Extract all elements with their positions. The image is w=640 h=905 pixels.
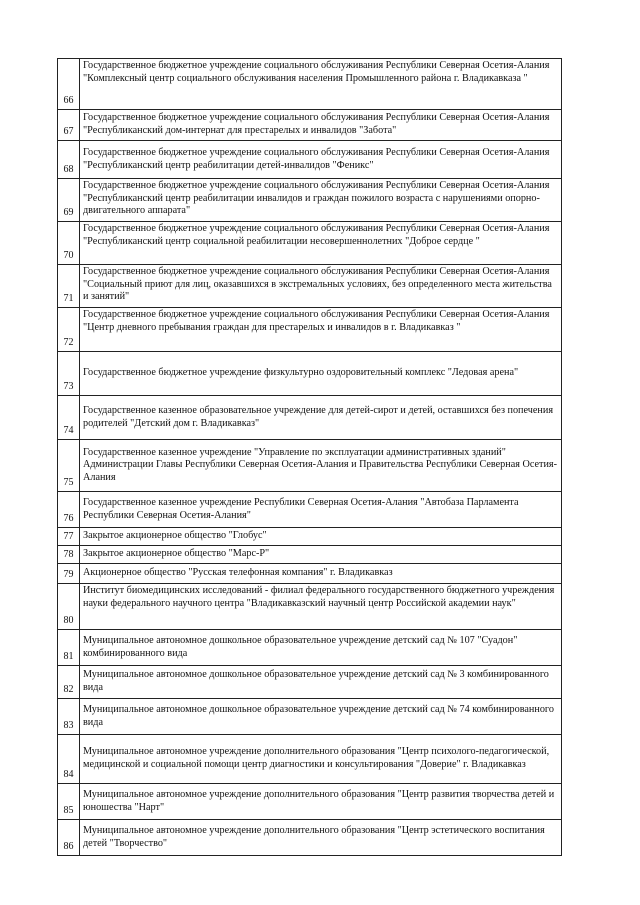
organization-name: Институт биомедицинских исследований - филиал федерального государственного бюджетного учреждения науки федерального научного центра "Владикавказский научный центр Российской академии наук" bbox=[80, 584, 562, 630]
organization-name: Акционерное общество "Русская телефонная компания" г. Владикавказ bbox=[80, 564, 562, 584]
table-row bbox=[58, 492, 562, 528]
row-number: 82 bbox=[58, 666, 80, 699]
organizations-table bbox=[57, 58, 562, 856]
row-number: 83 bbox=[58, 699, 80, 735]
organization-name: Государственное бюджетное учреждение социального обслуживания Республики Северная Осетия-Алания "Республиканский центр реабилитации детей-инвалидов "Феникс" bbox=[80, 141, 562, 179]
table-row bbox=[58, 735, 562, 784]
row-number: 70 bbox=[58, 222, 80, 265]
table-row bbox=[58, 110, 562, 141]
row-number: 68 bbox=[58, 141, 80, 179]
table-row bbox=[58, 528, 562, 546]
organization-name: Государственное казенное образовательное учреждение для детей-сирот и детей, оставшихся без попечения родителей "Детский дом г. Владикавказ" bbox=[80, 396, 562, 440]
organization-name: Государственное бюджетное учреждение социального обслуживания Республики Северная Осетия-Алания "Комплексный центр социального обслуживания населения Промышленного района г. Владикавказа " bbox=[80, 59, 562, 110]
row-number: 78 bbox=[58, 546, 80, 564]
organization-name: Муниципальное автономное учреждение дополнительного образования "Центр развития творчества детей и юношества "Нарт" bbox=[80, 784, 562, 820]
organization-name: Государственное бюджетное учреждение социального обслуживания Республики Северная Осетия-Алания "Республиканский центр реабилитации инвалидов и граждан пожилого возраста с нарушениями опорно-двигательного аппарата" bbox=[80, 179, 562, 222]
organization-name: Государственное бюджетное учреждение физкультурно оздоровительный комплекс "Ледовая арена" bbox=[80, 352, 562, 396]
organization-name: Государственное бюджетное учреждение социального обслуживания Республики Северная Осетия-Алания "Центр дневного пребывания граждан для престарелых и инвалидов в г. Владикавказ " bbox=[80, 308, 562, 352]
table-row bbox=[58, 666, 562, 699]
row-number: 84 bbox=[58, 735, 80, 784]
table-row bbox=[58, 564, 562, 584]
organization-name: Государственное бюджетное учреждение социального обслуживания Республики Северная Осетия-Алания "Социальный приют для лиц, оказавшихся в экстремальных условиях, без определенного места жительства и занятий" bbox=[80, 265, 562, 308]
row-number: 73 bbox=[58, 352, 80, 396]
organization-name: Муниципальное автономное дошкольное образовательное учреждение детский сад № 3 комбинированного вида bbox=[80, 666, 562, 699]
organization-name: Закрытое акционерное общество "Глобус" bbox=[80, 528, 562, 546]
row-number: 69 bbox=[58, 179, 80, 222]
row-number: 75 bbox=[58, 440, 80, 492]
row-number: 85 bbox=[58, 784, 80, 820]
table-row bbox=[58, 179, 562, 222]
row-number: 72 bbox=[58, 308, 80, 352]
row-number: 71 bbox=[58, 265, 80, 308]
organization-name: Государственное бюджетное учреждение социального обслуживания Республики Северная Осетия-Алания "Республиканский дом-интернат для престарелых и инвалидов "Забота" bbox=[80, 110, 562, 141]
document-page bbox=[57, 58, 561, 856]
table-row bbox=[58, 222, 562, 265]
table-row bbox=[58, 584, 562, 630]
row-number: 67 bbox=[58, 110, 80, 141]
row-number: 66 bbox=[58, 59, 80, 110]
organization-name: Государственное казенное учреждение "Управление по эксплуатации административных зданий" Администрации Главы Республики Северная Осетия-Алания и Правительства Республики Северная Осетия-Алания bbox=[80, 440, 562, 492]
table-row bbox=[58, 699, 562, 735]
table-row bbox=[58, 141, 562, 179]
row-number: 80 bbox=[58, 584, 80, 630]
organization-name: Муниципальное автономное учреждение дополнительного образования "Центр эстетического воспитания детей "Творчество" bbox=[80, 820, 562, 856]
table-row bbox=[58, 440, 562, 492]
table-row bbox=[58, 820, 562, 856]
organization-name: Муниципальное автономное дошкольное образовательное учреждение детский сад № 107 "Суадон" комбинированного вида bbox=[80, 630, 562, 666]
table-row bbox=[58, 59, 562, 110]
organization-name: Муниципальное автономное дошкольное образовательное учреждение детский сад № 74 комбинированного вида bbox=[80, 699, 562, 735]
row-number: 81 bbox=[58, 630, 80, 666]
row-number: 77 bbox=[58, 528, 80, 546]
table-row bbox=[58, 630, 562, 666]
table-row bbox=[58, 396, 562, 440]
organization-name: Закрытое акционерное общество "Марс-Р" bbox=[80, 546, 562, 564]
table-row bbox=[58, 546, 562, 564]
row-number: 76 bbox=[58, 492, 80, 528]
row-number: 74 bbox=[58, 396, 80, 440]
organization-name: Муниципальное автономное учреждение дополнительного образования "Центр психолого-педагогической, медицинской и социальной помощи центр диагностики и консультирования "Доверие" г. Владикавказ bbox=[80, 735, 562, 784]
table-row bbox=[58, 784, 562, 820]
organization-name: Государственное казенное учреждение Республики Северная Осетия-Алания "Автобаза Парламента Республики Северная Осетия-Алания" bbox=[80, 492, 562, 528]
row-number: 79 bbox=[58, 564, 80, 584]
table-row bbox=[58, 352, 562, 396]
organization-name: Государственное бюджетное учреждение социального обслуживания Республики Северная Осетия-Алания "Республиканский центр социальной реабилитации несовершеннолетних "Доброе сердце " bbox=[80, 222, 562, 265]
row-number: 86 bbox=[58, 820, 80, 856]
table-row bbox=[58, 265, 562, 308]
table-row bbox=[58, 308, 562, 352]
